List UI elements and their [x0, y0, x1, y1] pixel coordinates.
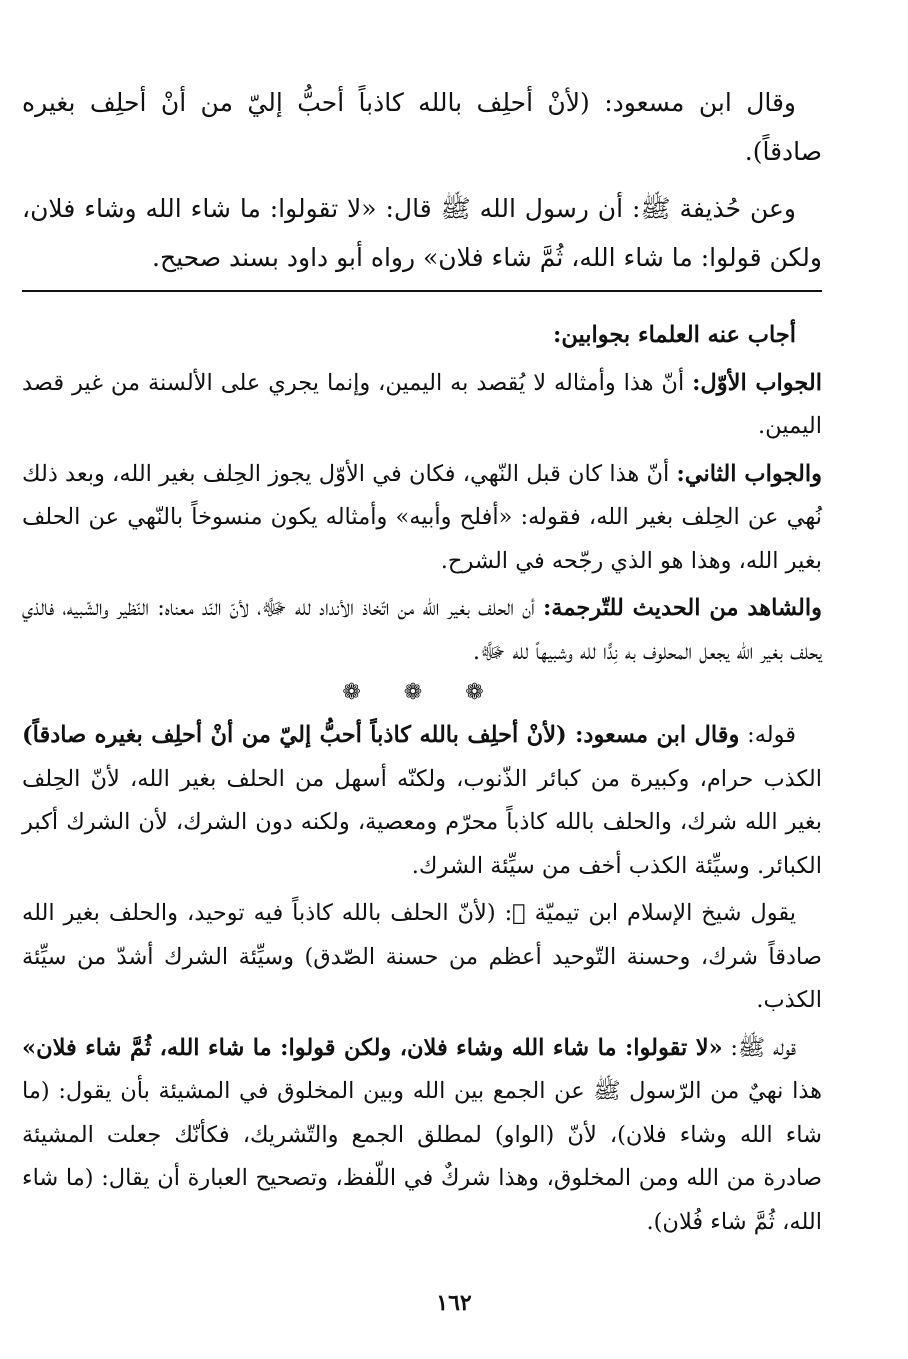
- hadith-commentary: [22, 1027, 822, 1245]
- first-answer: [22, 362, 822, 449]
- hudhayfah-hadith: وعن حُذيفة ﷺ: أن رسول الله ﷺ قال: «لا تقولوا: ما شاء الله وشاء فلان، ولكن قولوا: ما شاء الله، ثُمَّ شاء فلان» رواه أبو داود بسند صحيح.: [22, 194, 822, 272]
- footnote-divider: [22, 290, 822, 292]
- shahid-paragraph: [22, 587, 822, 674]
- q1-prefix: قوله:: [739, 722, 797, 748]
- ibn-masud-saying: وقال ابن مسعود: (لأنْ أحلِف بالله كاذباً أحبُّ إليّ من أنْ أحلِف بغيره صادقاً).: [22, 88, 822, 166]
- first-answer-heading: الجواب الأوّل:: [692, 369, 823, 396]
- shahid-heading: والشاهد من الحديث للتّرجمة:: [543, 595, 822, 621]
- ibn-taymiyyah-quote: يقول شيخ الإسلام ابن تيميّة ﷬: (لأنّ الحلف بالله كاذباً فيه توحيد، والحلف بغير الله صادقاً شرك، وحسنة التّوحيد أعظم من حسنة الصّدق) وسيِّئة الشرك أشدّ من سيِّئة الكذب.: [22, 900, 822, 1013]
- q2-prefix: قوله ﷺ:: [722, 1034, 797, 1061]
- q1-body: الكذب حرام، وكبيرة من كبائر الذّنوب، ولكنّه أسهل من الحلف بغير الله، لأنّ الحِلف بغير الله شرك، والحلف بالله كاذباً محرّم ومعصية، ولكنه دون الشرك، لأن الشرك أكبر الكبائر. وسيِّئة الكذب أخف من سيِّئة الشرك.: [22, 765, 823, 879]
- second-answer: [22, 453, 822, 584]
- shahid-body: أن الحلف بغير الله من اتّخاذ الأنداد لله ﷻ، لأنّ النّد معناه: النّظير والشّبيه، فالذي يحلف بغير الله يجعل المحلوف به نِدًّا لله وشبيهاً لله ﷻ.: [22, 595, 822, 665]
- first-answer-body: أنّ هذا وأمثاله لا يُقصد به اليمين، وإنما يجري على الألسنة من غير قصد اليمين.: [22, 369, 822, 439]
- q2-body: هذا نهيٌ من الرّسول ﷺ عن الجمع بين الله وبين المخلوق في المشيئة بأن يقول: (ما شاء الله وشاء فلان)، لأنّ (الواو) لمطلق الجمع والتّشريك، فكأنّك جعلت المشيئة صادرة من الله ومن المخلوق، وهذا شركٌ في اللّفظ، وتصحيح العبارة أن يقال: (ما شاء الله، ثُمَّ شاء فُلان).: [22, 1078, 822, 1235]
- section-separator-stars: ❁ ❁ ❁: [342, 680, 502, 705]
- second-answer-body: أنّ هذا كان قبل النّهي، فكان في الأوّل يجوز الحِلف بغير الله، وبعد ذلك نُهي عن الحِلف بغير الله، فقوله: «أفلح وأبيه» وأمثاله يكون منسوخاً بالنّهي عن الحلف بغير الله، وهذا هو الذي رجّحه في الشرح.: [22, 460, 822, 574]
- q2-quote: «لا تقولوا: ما شاء الله وشاء فلان، ولكن قولوا: ما شاء الله، ثُمَّ شاء فلان»: [22, 1034, 723, 1061]
- page-number: ١٦٢: [436, 1290, 472, 1316]
- commentary: [22, 314, 822, 1244]
- q1-quote: وقال ابن مسعود: (لأنْ أحلِف بالله كاذباً أحبُّ إليّ من أنْ أحلِف بغيره صادقاً): [22, 722, 740, 748]
- answers-intro: أجاب عنه العلماء بجوابين:: [553, 322, 796, 348]
- ibn-masud-commentary: [22, 714, 822, 888]
- page-body: [22, 78, 822, 1248]
- main-text: [22, 78, 822, 282]
- second-answer-heading: والجواب الثاني:: [676, 460, 822, 487]
